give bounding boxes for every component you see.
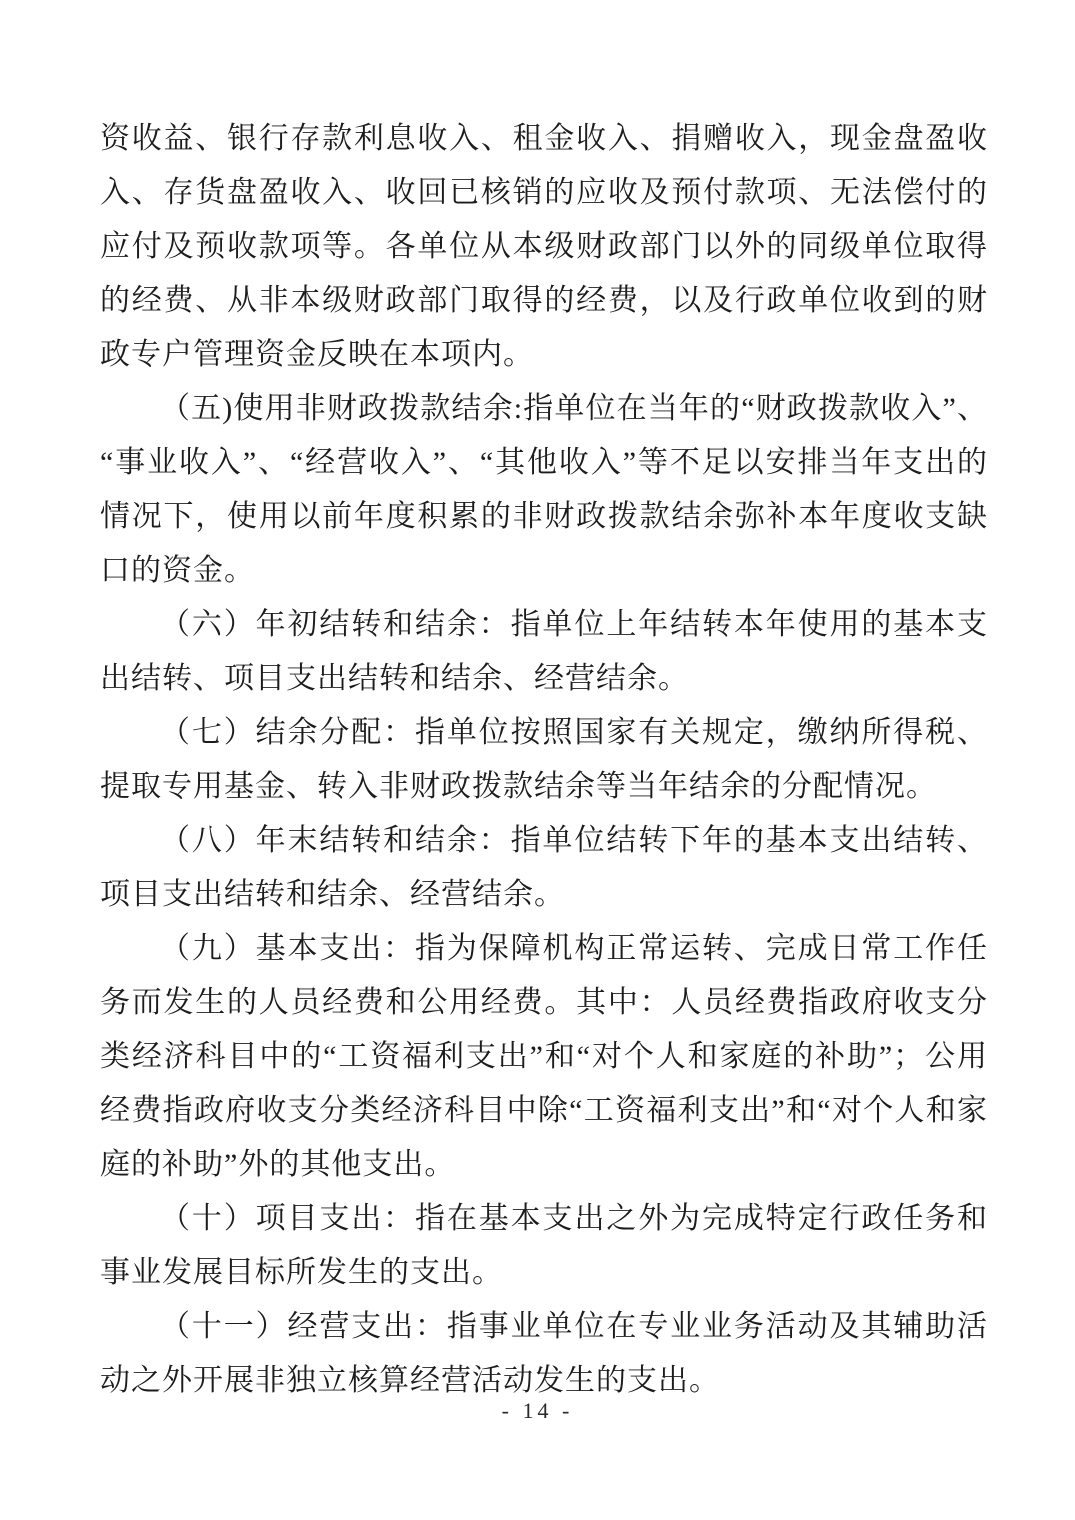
paragraph-item-10: （十）项目支出：指在基本支出之外为完成特定行政任务和事业发展目标所发生的支出。 xyxy=(100,1202,988,1289)
paragraph-item-6: （六）年初结转和结余：指单位上年结转本年使用的基本支出结转、项目支出结转和结余、经营结余。 xyxy=(100,608,988,695)
paragraph-item-5: （五)使用非财政拨款结余:指单位在当年的“财政拨款收入”、“事业收入”、“经营收入”、“其他收入”等不足以安排当年支出的情况下，使用以前年度积累的非财政拨款结余弥补本年度收支缺口的资金。 xyxy=(100,392,988,587)
document-body xyxy=(100,112,988,1408)
page-number: - 14 - xyxy=(501,1398,574,1423)
paragraph-item-11: （十一）经营支出：指事业单位在专业业务活动及其辅助活动之外开展非独立核算经营活动发生的支出。 xyxy=(100,1310,988,1397)
paragraph-item-8: （八）年末结转和结余：指单位结转下年的基本支出结转、项目支出结转和结余、经营结余。 xyxy=(100,824,988,911)
paragraph-item-7: （七）结余分配：指单位按照国家有关规定，缴纳所得税、提取专用基金、转入非财政拨款结余等当年结余的分配情况。 xyxy=(100,716,988,803)
paragraph-item-9: （九）基本支出：指为保障机构正常运转、完成日常工作任务而发生的人员经费和公用经费。其中：人员经费指政府收支分类经济科目中的“工资福利支出”和“对个人和家庭的补助”；公用经费指政府收支分类经济科目中除“工资福利支出”和“对个人和家庭的补助”外的其他支出。 xyxy=(100,932,988,1181)
paragraph-continuation: 资收益、银行存款利息收入、租金收入、捐赠收入，现金盘盈收入、存货盘盈收入、收回已核销的应收及预付款项、无法偿付的应付及预收款项等。各单位从本级财政部门以外的同级单位取得的经费、从非本级财政部门取得的经费，以及行政单位收到的财政专户管理资金反映在本项内。 xyxy=(100,122,988,371)
